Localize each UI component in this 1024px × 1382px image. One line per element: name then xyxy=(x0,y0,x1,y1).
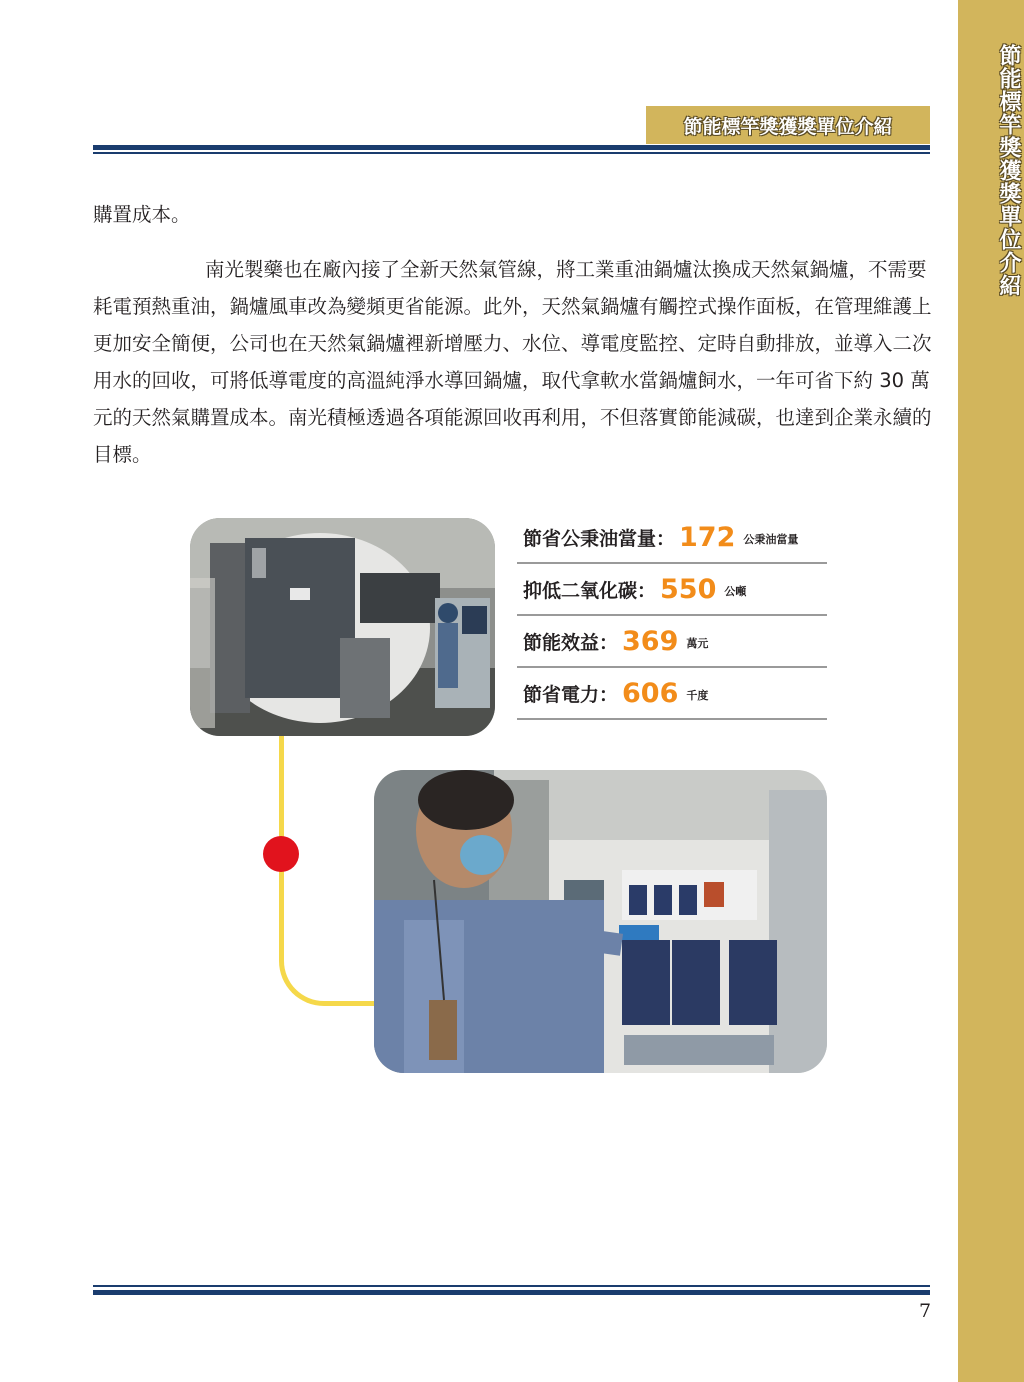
stat-value: 369 xyxy=(622,625,679,657)
stat-unit: 公噸 xyxy=(724,585,747,598)
stat-unit: 萬元 xyxy=(686,637,709,650)
stat-row-electricity xyxy=(517,668,827,720)
footer-rule-thick xyxy=(93,1290,930,1295)
stat-value: 172 xyxy=(679,521,736,553)
stat-value: 606 xyxy=(622,677,679,709)
paragraph-1: 購置成本。 xyxy=(93,203,191,226)
timeline-dot xyxy=(263,836,299,872)
page-number: 7 xyxy=(918,1300,932,1322)
stat-row-oil xyxy=(517,512,827,564)
header-rule-thick xyxy=(93,145,930,150)
paragraph-2: 南光製藥也在廠內接了全新天然氣管線，將工業重油鍋爐汰換成天然氣鍋爐，不需要耗電預熱重油，鍋爐風車改為變頻更省能源。此外，天然氣鍋爐有觸控式操作面板，在管理維護上更加安全簡便，公司也在天然氣鍋爐裡新增壓力、水位、導電度監控、定時自動排放，並導入二次用水的回收，可將低導電度的高溫純淨水導回鍋爐，取代拿軟水當鍋爐飼水，一年可省下約 30 萬元的天然氣購置成本。南光積極透過各項能源回收再利用，不但落實節能減碳，也達到企業永續的目標。 xyxy=(93,258,932,466)
stat-unit: 公秉油當量 xyxy=(743,533,799,546)
stat-label: 節省公秉油當量： xyxy=(523,527,676,550)
footer-rule-thin xyxy=(93,1285,930,1287)
control-panel-photo xyxy=(374,770,827,1073)
stat-row-co2 xyxy=(517,564,827,616)
header-rule-thin xyxy=(93,152,930,154)
stat-value: 550 xyxy=(660,573,717,605)
article-body xyxy=(93,196,945,473)
side-tab xyxy=(958,0,1024,1382)
stat-label: 抑低二氧化碳： xyxy=(523,579,657,602)
connector-line xyxy=(279,736,379,1006)
stat-unit: 千度 xyxy=(686,689,709,702)
stat-label: 節能效益： xyxy=(523,631,619,654)
boiler-room-photo xyxy=(190,518,495,736)
stat-label: 節省電力： xyxy=(523,683,619,706)
stat-row-benefit xyxy=(517,616,827,668)
side-tab-title: 節能標竿獎獲獎單位介紹 xyxy=(996,44,1021,297)
section-header-label: 節能標竿獎獲獎單位介紹 xyxy=(646,106,930,144)
